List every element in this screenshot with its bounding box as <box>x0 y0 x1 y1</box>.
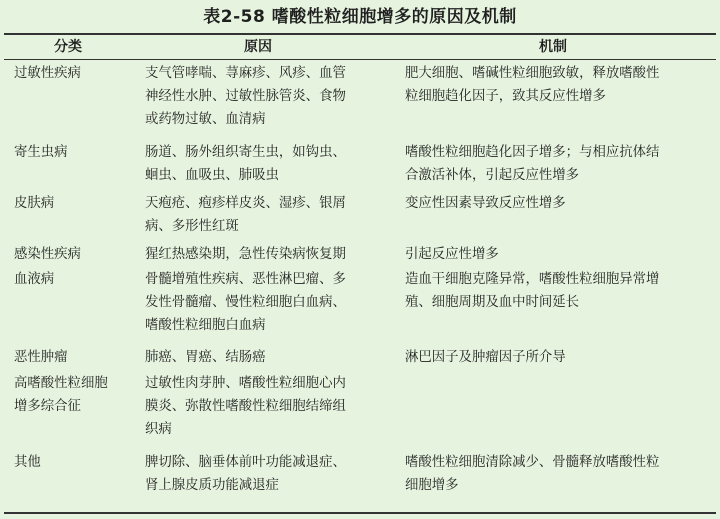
header-mechanism: 机制 <box>539 39 567 55</box>
header-rule <box>4 59 716 60</box>
mechanism-cell: 嗜酸性粒细胞清除减少、骨髓释放嗜酸性粒 细胞增多 <box>405 455 660 493</box>
category-cell: 皮肤病 <box>14 196 55 211</box>
cause-cell: 肺癌、胃癌、结肠癌 <box>145 350 266 365</box>
table-row <box>0 268 720 346</box>
mechanism-cell: 造血干细胞克隆异常，嗜酸性粒细胞异常增 殖、细胞周期及血中时间延长 <box>405 272 660 310</box>
cause-cell: 骨髓增殖性疾病、恶性淋巴瘤、多 发性骨髓瘤、慢性粒细胞白血病、 嗜酸性粒细胞白血病 <box>145 272 346 333</box>
category-cell: 寄生虫病 <box>14 145 68 160</box>
category-cell: 血液病 <box>14 272 55 287</box>
category-cell: 其他 <box>14 455 41 470</box>
category-cell: 恶性肿瘤 <box>14 350 68 365</box>
category-cell: 感染性疾病 <box>14 247 81 262</box>
cause-cell: 猩红热感染期，急性传染病恢复期 <box>145 247 346 262</box>
header-cause: 原因 <box>244 39 272 55</box>
table-body <box>0 62 720 501</box>
cause-cell: 脾切除、脑垂体前叶功能减退症、 肾上腺皮质功能减退症 <box>145 455 346 493</box>
cause-cell: 肠道、肠外组织寄生虫，如钩虫、 蛔虫、血吸虫、肺吸虫 <box>145 145 346 183</box>
top-rule <box>4 33 716 35</box>
cause-cell: 支气管哮喘、荨麻疹、风疹、血管 神经性水肿、过敏性脉管炎、食物 或药物过敏、血清病 <box>145 66 346 127</box>
bottom-rule <box>4 512 716 514</box>
mechanism-cell: 引起反应性增多 <box>405 247 499 262</box>
table-row <box>0 141 720 192</box>
category-cell: 高嗜酸性粒细胞 增多综合征 <box>14 376 108 414</box>
table-row <box>0 346 720 372</box>
header-category: 分类 <box>54 39 82 55</box>
mechanism-cell: 淋巴因子及肿瘤因子所介导 <box>405 350 566 365</box>
table-title: 表2-58 嗜酸性粒细胞增多的原因及机制 <box>203 7 517 27</box>
category-cell: 过敏性疾病 <box>14 66 81 81</box>
table-row <box>0 192 720 243</box>
table-row <box>0 372 720 451</box>
table-row <box>0 62 720 141</box>
table-row <box>0 243 720 268</box>
mechanism-cell: 变应性因素导致反应性增多 <box>405 196 566 211</box>
table-row <box>0 451 720 501</box>
cause-cell: 过敏性肉芽肿、嗜酸性粒细胞心内 膜炎、弥散性嗜酸性粒细胞结缔组 织病 <box>145 376 346 437</box>
mechanism-cell: 嗜酸性粒细胞趋化因子增多；与相应抗体结 合激活补体，引起反应性增多 <box>405 145 660 183</box>
mechanism-cell: 肥大细胞、嗜碱性粒细胞致敏，释放嗜酸性 粒细胞趋化因子，致其反应性增多 <box>405 66 660 104</box>
cause-cell: 天疱疮、疱疹样皮炎、湿疹、银屑 病、多形性红斑 <box>145 196 346 234</box>
